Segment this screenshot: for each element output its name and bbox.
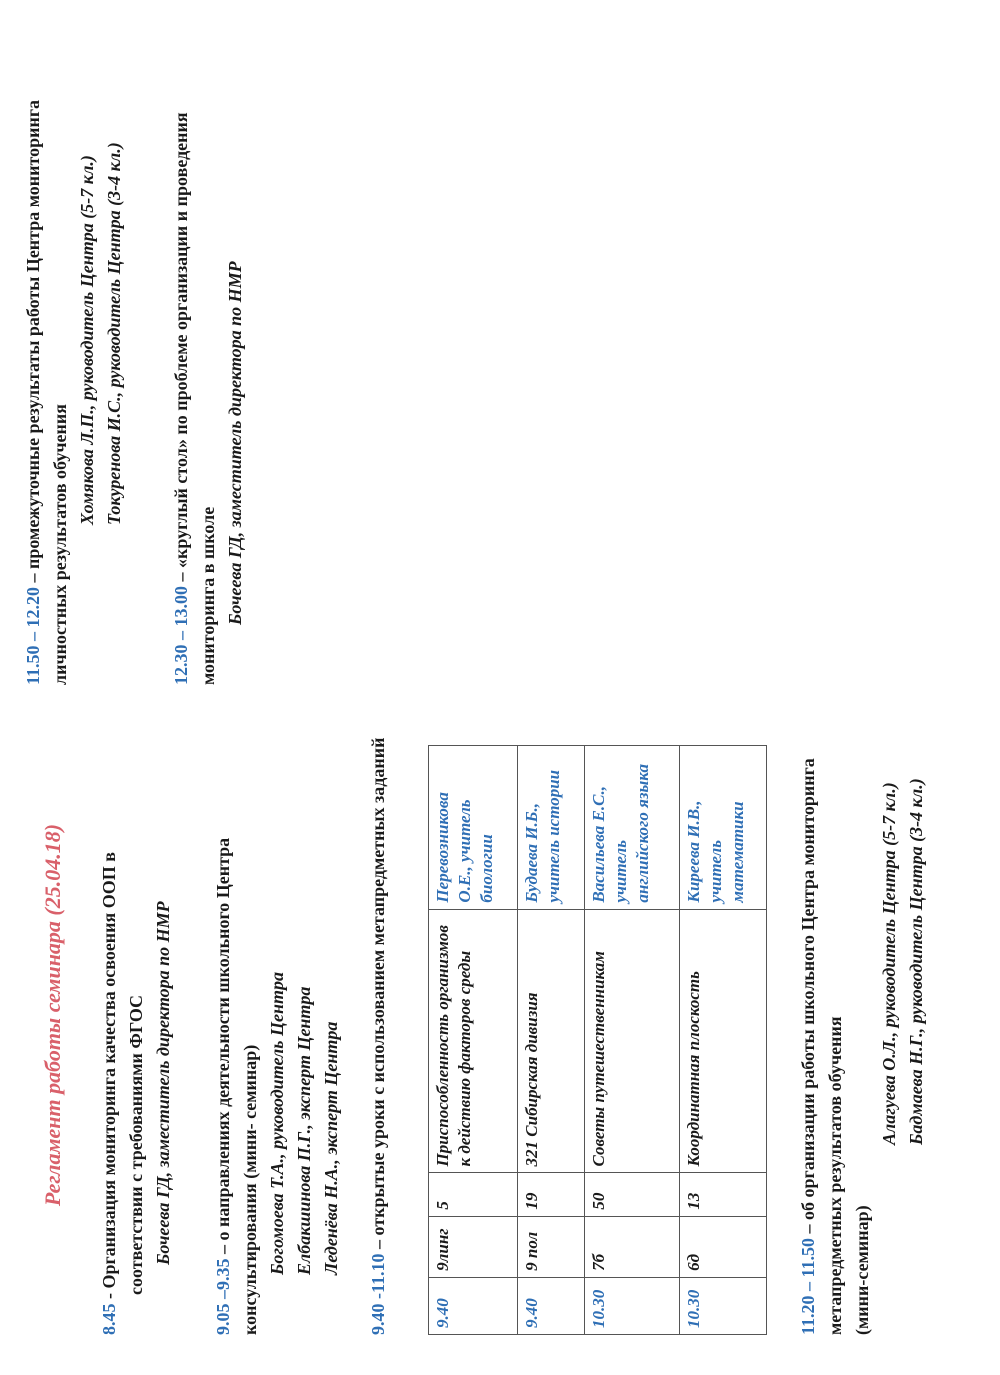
lesson-time: 9.40 (518, 1277, 585, 1334)
item-text: «круглый стол» по проблеме организации и проведения мониторинга в школе (171, 112, 218, 685)
page-title: Регламент работы семинара (25.04.18) (40, 823, 65, 1207)
table-row (680, 746, 767, 1335)
lesson-topic: Координатная плоскость (680, 909, 767, 1173)
item-text: открытые уроки с использованием метапредметных заданий (368, 737, 388, 1236)
lesson-topic: Советы путешественникам (585, 909, 680, 1173)
item-time: 9.40 -11.10 (368, 1253, 388, 1335)
table-row (518, 746, 585, 1335)
speaker: Бочеева ГД, заместитель директора по НМР (153, 901, 173, 1265)
lesson-teacher: Будаева И.Б., учитель истории (518, 746, 585, 910)
item-suffix: (мини-семинар) (852, 1205, 872, 1335)
item-time: 9.05 –9.35 (213, 1258, 233, 1335)
speaker: Богомоева Т.А., руководитель Центра (267, 972, 287, 1275)
speaker: Елбакшинова П.Г., эксперт Центра (294, 986, 314, 1275)
item-1230: 12.30 – 13.00 – «круглый стол» по проблеме организации и проведения мониторинга в школе Бочеева ГД, заместитель директора по НМР (168, 45, 249, 685)
lesson-room: 5 (429, 1173, 518, 1216)
item-text: об организации работы школьного Центра мониторинга метапредметных результатов обучения (798, 758, 845, 1335)
lesson-teacher: Васильева Е.С., учитель английского языка (585, 746, 680, 910)
item-time: 11.20 – 11.50 (798, 1237, 818, 1335)
lesson-class: 9линг (429, 1216, 518, 1277)
speaker: Хомякова Л.П., руководитель Центра (5-7 кл.) (77, 155, 97, 525)
lesson-topic: Приспособленность организмов к действию факторов среды (429, 909, 518, 1173)
left-column (0, 695, 1000, 1335)
item-1120: 11.20 – 11.50 – об организации работы школьного Центра мониторинга метапредметных результатов обучения (мини-семинар) Алагуева О.Л., руководитель Центра (5-7 кл.) Бадмаева Н.Г., руководитель Центра (3-4 кл.) (795, 695, 930, 1335)
item-1150: 11.50 – 12.20 – промежуточные результаты работы Центра мониторинга личностных результатов обучения Хомякова Л.П., руководитель Центра (5-7 кл.) Токуренова И.С., руководитель Центра (3-4 кл.) (20, 45, 128, 685)
lesson-room: 13 (680, 1173, 767, 1216)
lesson-time: 9.40 (429, 1277, 518, 1334)
lesson-class: 9 пол (518, 1216, 585, 1277)
right-column (0, 35, 1000, 685)
speaker: Леденёва Н.А., эксперт Центра (321, 1021, 341, 1275)
lesson-teacher: Киреева И.В., учитель математики (680, 746, 767, 910)
item-text: промежуточные результаты работы Центра мониторинга личностных результатов обучения (23, 99, 70, 685)
speaker: Бочеева ГД, заместитель директора по НМР (225, 261, 245, 625)
table-row (429, 746, 518, 1335)
item-text-line2: соответствии с требованиями ФГОС (126, 994, 146, 1295)
item-905: 9.05 –9.35 – о направлениях деятельности школьного Центра консультирования (мини- семинар) Богомоева Т.А., руководитель Центра Елбакшинова П.Г., эксперт Центра Леденёва Н.А., эксперт Центра (210, 715, 345, 1335)
item-text: о направлениях деятельности школьного Центра консультирования (мини- семинар) (213, 837, 260, 1335)
item-940: 9.40 -11.10 – открытые уроки с использованием метапредметных заданий (368, 737, 388, 1335)
speaker: Токуренова И.С., руководитель Центра (3-4 кл.) (104, 142, 124, 525)
lesson-time: 10.30 (680, 1277, 767, 1334)
lesson-class: 6д (680, 1216, 767, 1277)
lesson-class: 7б (585, 1216, 680, 1277)
item-text: Организация мониторинга качества освоения ООП в (99, 851, 119, 1289)
item-time: 8.45 (99, 1303, 119, 1335)
lesson-time: 10.30 (585, 1277, 680, 1334)
lesson-room: 19 (518, 1173, 585, 1216)
item-time: 11.50 – 12.20 (23, 586, 43, 685)
lesson-room: 50 (585, 1173, 680, 1216)
speaker: Алагуева О.Л., руководитель Центра (5-7 кл.) (879, 782, 899, 1145)
table-row (585, 746, 680, 1335)
lesson-teacher: Перевозникова О.Е., учитель биологии (429, 746, 518, 910)
speaker: Бадмаева Н.Г., руководитель Центра (3-4 кл.) (906, 778, 926, 1145)
lessons-table (428, 745, 767, 1335)
item-845: 8.45 - Организация мониторинга качества освоения ООП в соответствии с требованиями ФГОС Бочеева ГД, заместитель директора по НМР (96, 695, 177, 1335)
lesson-topic: 321 Сибирская дивизия (518, 909, 585, 1173)
item-time: 12.30 – 13.00 (171, 586, 191, 685)
